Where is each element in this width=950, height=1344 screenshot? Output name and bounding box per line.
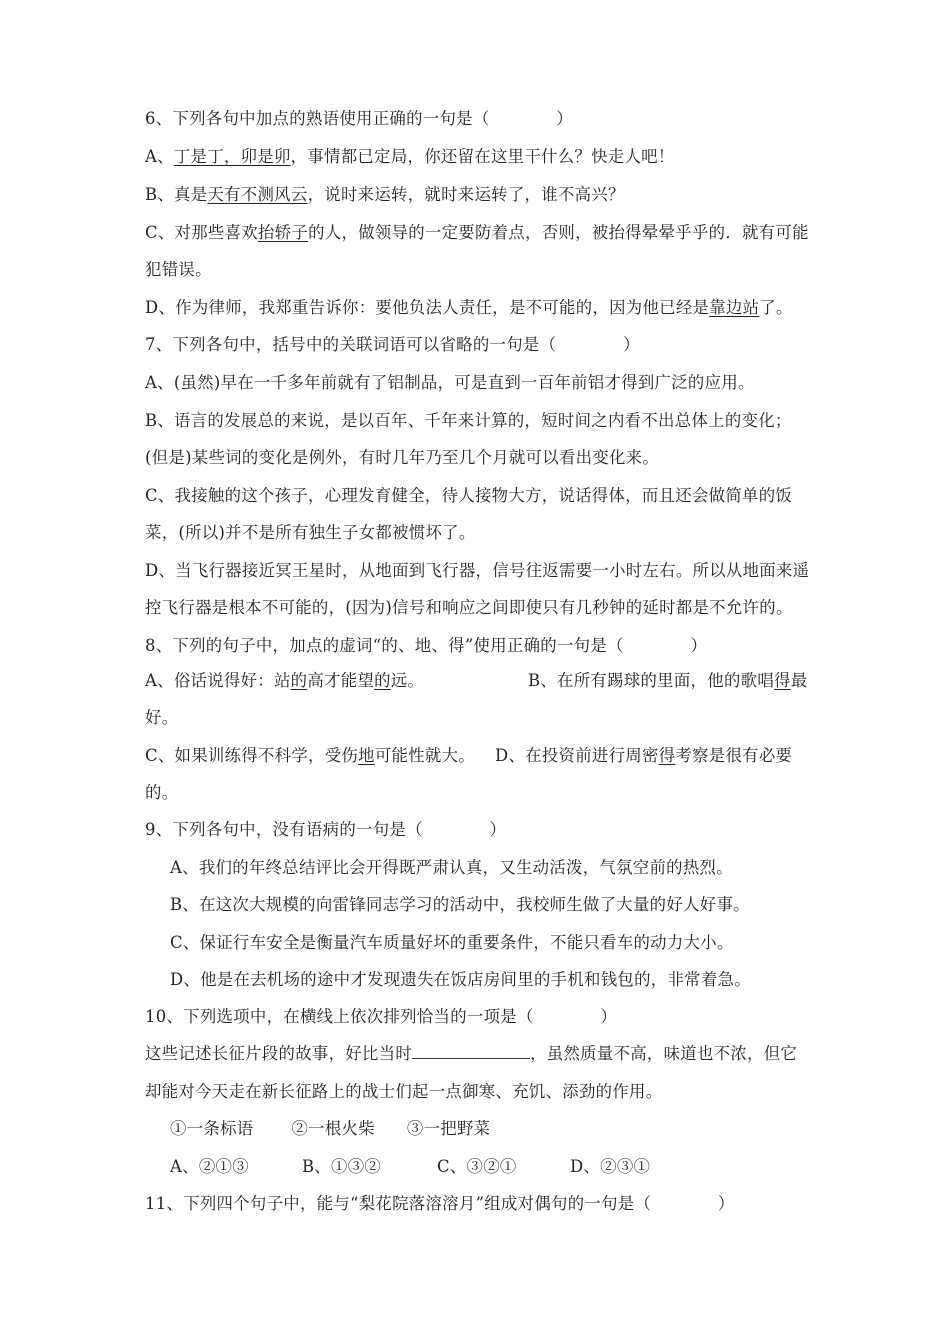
q8-option-d-cont: 的。 xyxy=(145,783,179,802)
q10-option-a: A、②①③ xyxy=(170,1157,249,1176)
q10-blank xyxy=(412,1044,530,1059)
q6-option-b: B、真是天有不测风云，说时来运转，就时来运转了，谁不高兴？ xyxy=(145,185,625,204)
q6-option-c-cont: 犯错误。 xyxy=(145,260,212,279)
q8-option-a: A、俗话说得好：站的高才能望的远。 xyxy=(145,671,425,690)
q10-option-c: C、③②① xyxy=(437,1157,517,1176)
q7-option-c-cont: 菜，(所以)并不是所有独生子女都被惯坏了。 xyxy=(145,523,476,542)
q10-item: ②一根火柴 xyxy=(291,1119,375,1138)
q10-passage: 这些记述长征片段的故事，好比当时 ，虽然质量不高，味道也不浓，但它 xyxy=(145,1044,798,1063)
q6-option-d: D、作为律师，我郑重告诉你：要他负法人责任，是不可能的，因为他已经是靠边站了。 xyxy=(145,298,793,317)
q8-stem: 8、下列的句子中，加点的虚词“的、地、得”使用正确的一句是（ ） xyxy=(145,636,708,655)
q9-option-a: A、我们的年终总结评比会开得既严肃认真，又生动活泼，气氛空前的热烈。 xyxy=(170,858,733,877)
q7-option-b: B、语言的发展总的来说，是以百年、千年来计算的，短时间之内看不出总体上的变化； xyxy=(145,411,792,430)
q9-stem: 9、下列各句中，没有语病的一句是（ ） xyxy=(145,820,507,839)
q10-items xyxy=(170,1118,490,1140)
q6-d-idiom: 靠边站 xyxy=(709,298,760,317)
q10-item: ③一把野菜 xyxy=(406,1119,491,1138)
q10-item: ①一条标语 xyxy=(170,1119,254,1138)
q6-stem: 6、下列各句中加点的熟语使用正确的一句是（ ） xyxy=(145,109,573,128)
q6-b-idiom: 天有不测风云 xyxy=(207,185,308,204)
q7-option-d: D、当飞行器接近冥王星时，从地面到飞行器，信号往返需要一小时左右。所以从地面来遥 xyxy=(145,561,810,580)
q8-option-d: D、在投资前进行周密得考察是很有必要 xyxy=(495,746,793,765)
q6-c-idiom: 抬轿子 xyxy=(257,223,309,242)
q10-option-b: B、①③② xyxy=(302,1157,382,1176)
q6-option-a: A、丁是丁，卯是卯，事情都已定局，你还留在这里干什么？快走人吧！ xyxy=(145,147,675,166)
q7-stem: 7、下列各句中，括号中的关联词语可以省略的一句是（ ） xyxy=(145,335,640,354)
q10-option-d: D、②③① xyxy=(570,1157,651,1176)
q7-option-d-cont: 控飞行器是根本不可能的，(因为)信号和响应之间即使只有几秒钟的延时都是不允许的。 xyxy=(145,598,793,617)
q10-stem: 10、下列选项中，在横线上依次排列恰当的一项是（ ） xyxy=(145,1007,618,1026)
q6-option-c: C、对那些喜欢抬轿子的人，做领导的一定要防着点，否则，被抬得晕晕乎乎的．就有可能 xyxy=(145,223,809,242)
q10-passage-cont: 却能对今天走在新长征路上的战士们起一点御寒、充饥、添劲的作用。 xyxy=(145,1082,663,1101)
q9-option-b: B、在这次大规模的向雷锋同志学习的活动中，我校师生做了大量的好人好事。 xyxy=(170,895,750,914)
q8-option-c: C、如果训练得不科学，受伤地可能性就大。 xyxy=(145,746,475,765)
q8-option-b: B、在所有踢球的里面，他的歌唱得最 xyxy=(528,671,808,690)
q7-option-b-cont: (但是)某些词的变化是例外，有时几年乃至几个月就可以看出变化来。 xyxy=(145,448,660,467)
q9-option-d: D、他是在去机场的途中才发现遗失在饭店房间里的手机和钱包的，非常着急。 xyxy=(170,970,751,989)
q8-option-b-cont: 好。 xyxy=(145,708,179,727)
q7-option-c: C、我接触的这个孩子，心理发育健全，待人接物大方，说话得体，而且还会做简单的饭 xyxy=(145,486,793,505)
q7-option-a: A、(虽然)早在一千多年前就有了铝制品，可是直到一百年前铝才得到广泛的应用。 xyxy=(145,373,755,392)
q9-option-c: C、保证行车安全是衡量汽车质量好坏的重要条件，不能只看车的动力大小。 xyxy=(170,933,734,952)
q11-stem: 11、下列四个句子中，能与“梨花院落溶溶月”组成对偶句的一句是（ ） xyxy=(145,1194,735,1213)
q6-a-idiom: 丁是丁，卯是卯 xyxy=(173,147,291,166)
